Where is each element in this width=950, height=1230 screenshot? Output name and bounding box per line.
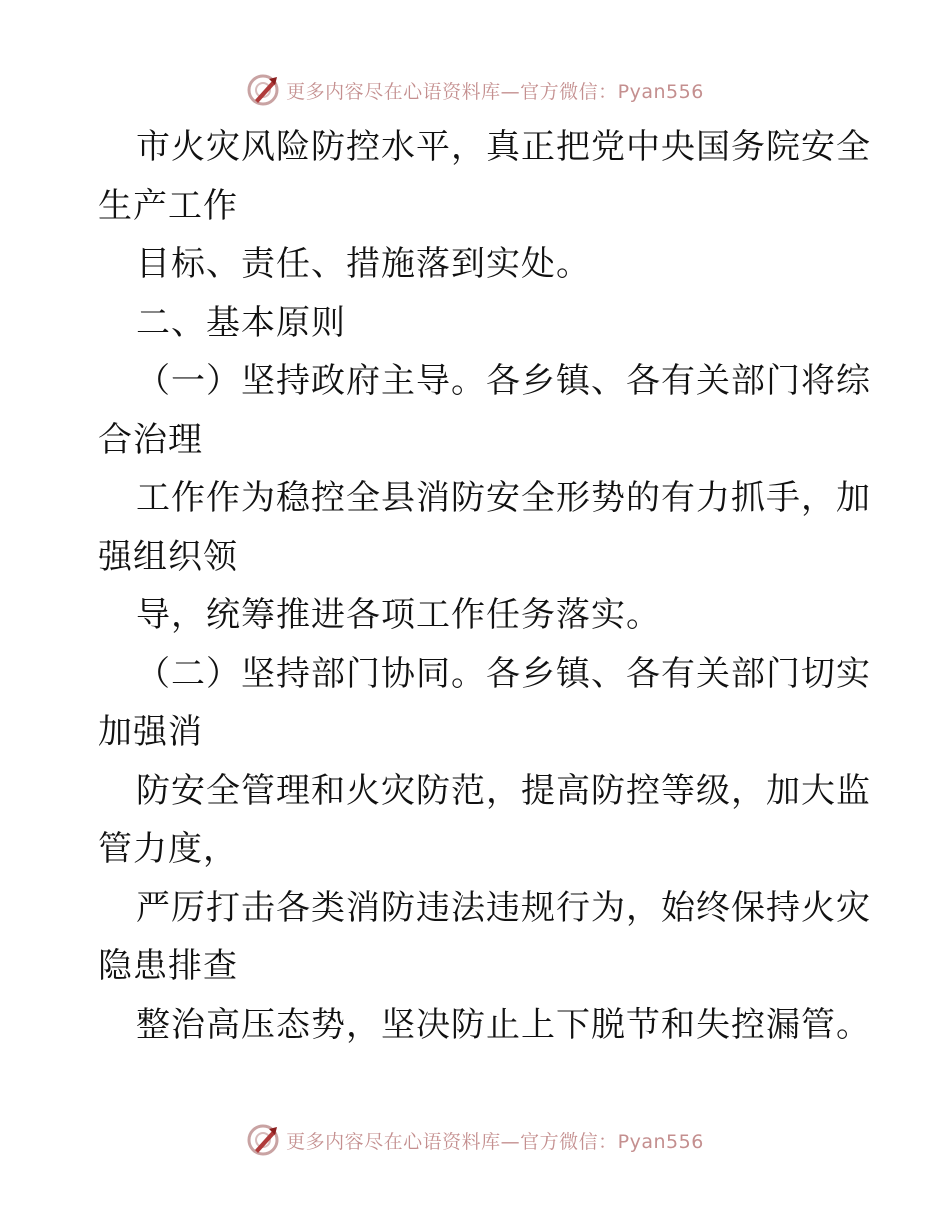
text-line: 目标、责任、措施落到实处。 xyxy=(136,244,591,284)
text-line: 市火灾风险防控水平，真正把党中央国务院安全 xyxy=(136,127,871,167)
text-line: 强组织领 xyxy=(98,536,238,577)
watermark-text: 更多内容尽在心语资料库—官方微信：Pyan556 xyxy=(286,1130,704,1153)
footer-watermark xyxy=(0,1120,950,1160)
text-line: （二）坚持部门协同。各乡镇、各有关部门切实 xyxy=(136,653,871,694)
text-line: 生产工作 xyxy=(98,185,238,226)
text-line: 合治理 xyxy=(98,419,203,460)
brand-logo-icon xyxy=(246,73,280,107)
text-line: 管力度， xyxy=(98,829,238,869)
header-watermark xyxy=(0,70,950,110)
text-line: 严厉打击各类消防违法违规行为，始终保持火灾 xyxy=(136,887,871,928)
text-line: 加强消 xyxy=(98,712,203,752)
document-body xyxy=(98,118,871,1054)
text-line: 工作作为稳控全县消防安全形势的有力抓手，加 xyxy=(136,478,871,518)
text-line: 导，统筹推进各项工作任务落实。 xyxy=(136,595,661,635)
text-line: 隐患排查 xyxy=(98,946,238,986)
brand-logo-icon xyxy=(246,1123,280,1157)
section-heading: 二、基本原则 xyxy=(136,302,346,343)
text-line: （一）坚持政府主导。各乡镇、各有关部门将综 xyxy=(136,361,871,401)
text-line: 防安全管理和火灾防范，提高防控等级，加大监 xyxy=(136,770,871,811)
watermark-text: 更多内容尽在心语资料库—官方微信：Pyan556 xyxy=(286,80,704,103)
text-line: 整治高压态势，坚决防止上下脱节和失控漏管。 xyxy=(136,1004,871,1045)
